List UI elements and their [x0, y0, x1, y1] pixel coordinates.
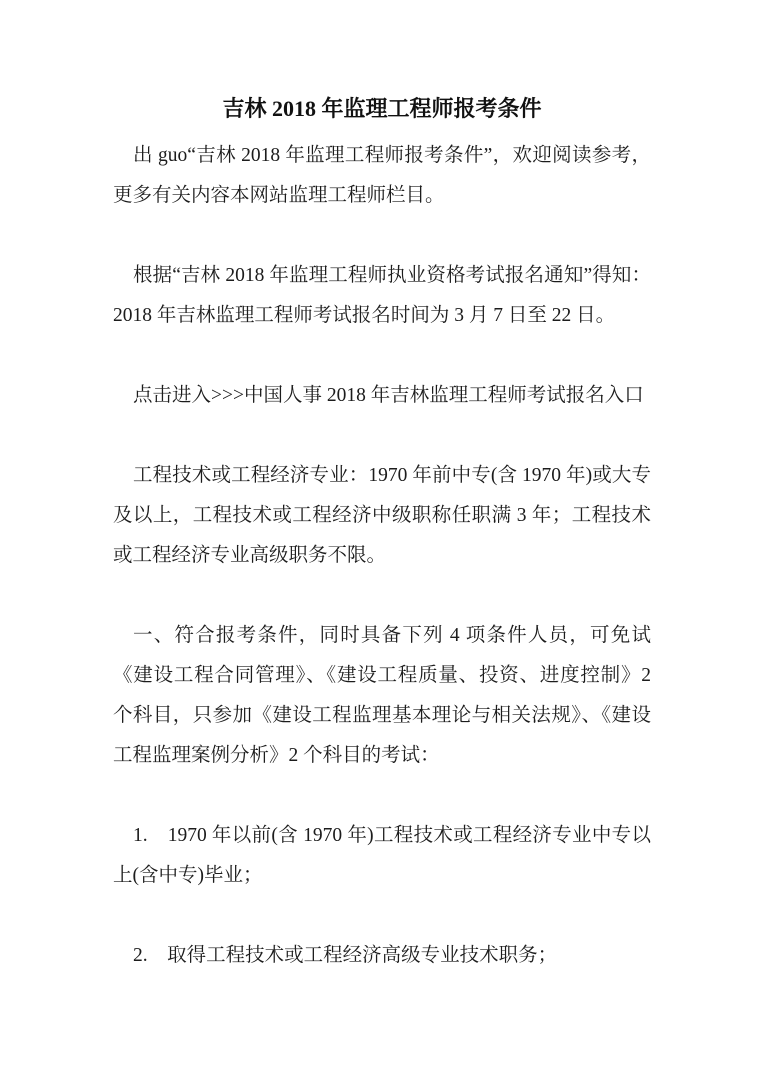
- paragraph-section-one-exemption: 一、符合报考条件，同时具备下列 4 项条件人员，可免试《建设工程合同管理》、《建设工程质量、投资、进度控制》2 个科目，只参加《建设工程监理基本理论与相关法规》、《建设工程监理案例分析》2 个科目的考试：: [113, 625, 651, 766]
- page-title: 吉林 2018 年监理工程师报考条件: [222, 96, 542, 121]
- paragraph-intro: 出 guo“吉林 2018 年监理工程师报考条件”，欢迎阅读参考，更多有关内容本网站监理工程师栏目。: [113, 145, 651, 206]
- paragraph-major-requirement: 工程技术或工程经济专业：1970 年前中专(含 1970 年)或大专及以上，工程技术或工程经济中级职称任职满 3 年；工程技术或工程经济专业高级职务不限。: [113, 465, 651, 566]
- list-item-2: 2. 取得工程技术或工程经济高级专业技术职务；: [133, 945, 558, 966]
- exam-entry-link[interactable]: 点击进入>>>中国人事 2018 年吉林监理工程师考试报名入口: [133, 385, 644, 406]
- list-item-1: 1. 1970 年以前(含 1970 年)工程技术或工程经济专业中专以上(含中专)毕业；: [113, 825, 651, 886]
- paragraph-notice: 根据“吉林 2018 年监理工程师执业资格考试报名通知”得知：2018 年吉林监理工程师考试报名时间为 3 月 7 日至 22 日。: [113, 265, 651, 326]
